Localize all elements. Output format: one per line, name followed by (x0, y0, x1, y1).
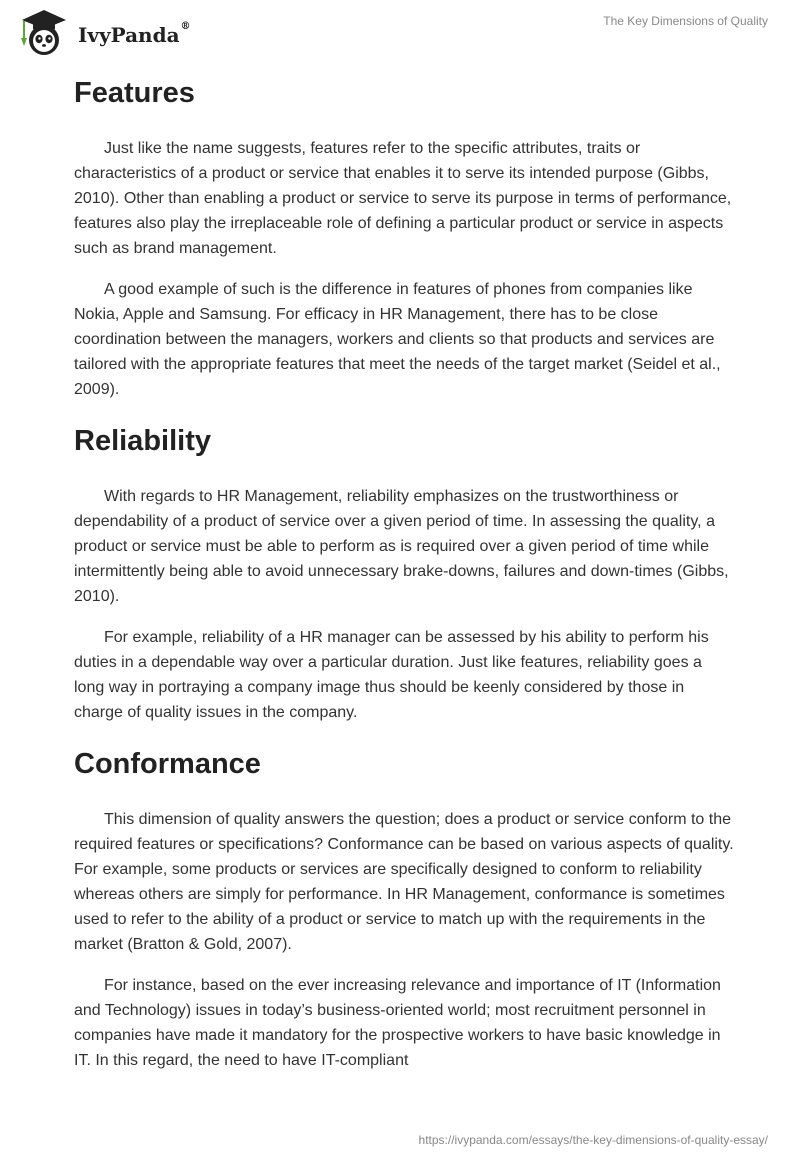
panda-icon (16, 8, 72, 56)
paragraph: This dimension of quality answers the question; does a product or service conform to the required features or specifications? Conformance can be based on various aspects of quality. For example, some products or services are specifically designed to conform to reliability whereas others are simply for performance. In HR Management, conformance is sometimes used to refer to the ability of a product or service to match up with the requirements in the market (Bratton & Gold, 2007). (74, 811, 734, 953)
brand-name: IvyPanda® (78, 21, 191, 47)
source-url-link[interactable]: https://ivypanda.com/essays/the-key-dimensions-of-quality-essay/ (418, 1133, 768, 1147)
section-heading: Conformance (74, 748, 261, 780)
page-header (0, 0, 800, 70)
paragraph: A good example of such is the difference in features of phones from companies like Nokia, Apple and Samsung. For efficacy in HR Management, there has to be close coordination between the managers, workers and clients so that products and services are tailored with the appropriate features that meet the needs of the target market (Seidel et al., 2009). (74, 281, 721, 398)
ivypanda-logo[interactable] (16, 8, 191, 56)
section-heading: Reliability (74, 425, 211, 457)
document-title: The Key Dimensions of Quality (603, 14, 768, 28)
paragraph: For instance, based on the ever increasing relevance and importance of IT (Information and Technology) issues in today’s business-oriented world; most recruitment personnel in companies have made it mandatory for the prospective workers to have basic knowledge in IT. In this regard, the need to have IT-compliant (74, 977, 721, 1069)
paragraph: With regards to HR Management, reliability emphasizes on the trustworthiness or dependability of a product of service over a given period of time. In assessing the quality, a product or service must be able to perform as is required over a given period of time while intermittently being able to avoid unnecessary brake-downs, failures and down-times (Gibbs, 2010). (74, 488, 729, 605)
section-heading: Features (74, 77, 195, 109)
essay-body (74, 70, 734, 1073)
section-features (74, 72, 734, 402)
paragraph: For example, reliability of a HR manager can be assessed by his ability to perform his duties in a dependable way over a particular duration. Just like features, reliability goes a long way in portraying a company image thus should be keenly considered by those in charge of quality issues in the company. (74, 629, 709, 721)
section-reliability (74, 420, 734, 725)
paragraph: Just like the name suggests, features refer to the specific attributes, traits or characteristics of a product or service that enables it to serve its intended purpose (Gibbs, 2010). Other than enabling a product or service to serve its purpose in terms of performance, features also play the irreplaceable role of defining a particular product or service in aspects such as brand management. (74, 140, 732, 257)
section-conformance (74, 743, 734, 1073)
